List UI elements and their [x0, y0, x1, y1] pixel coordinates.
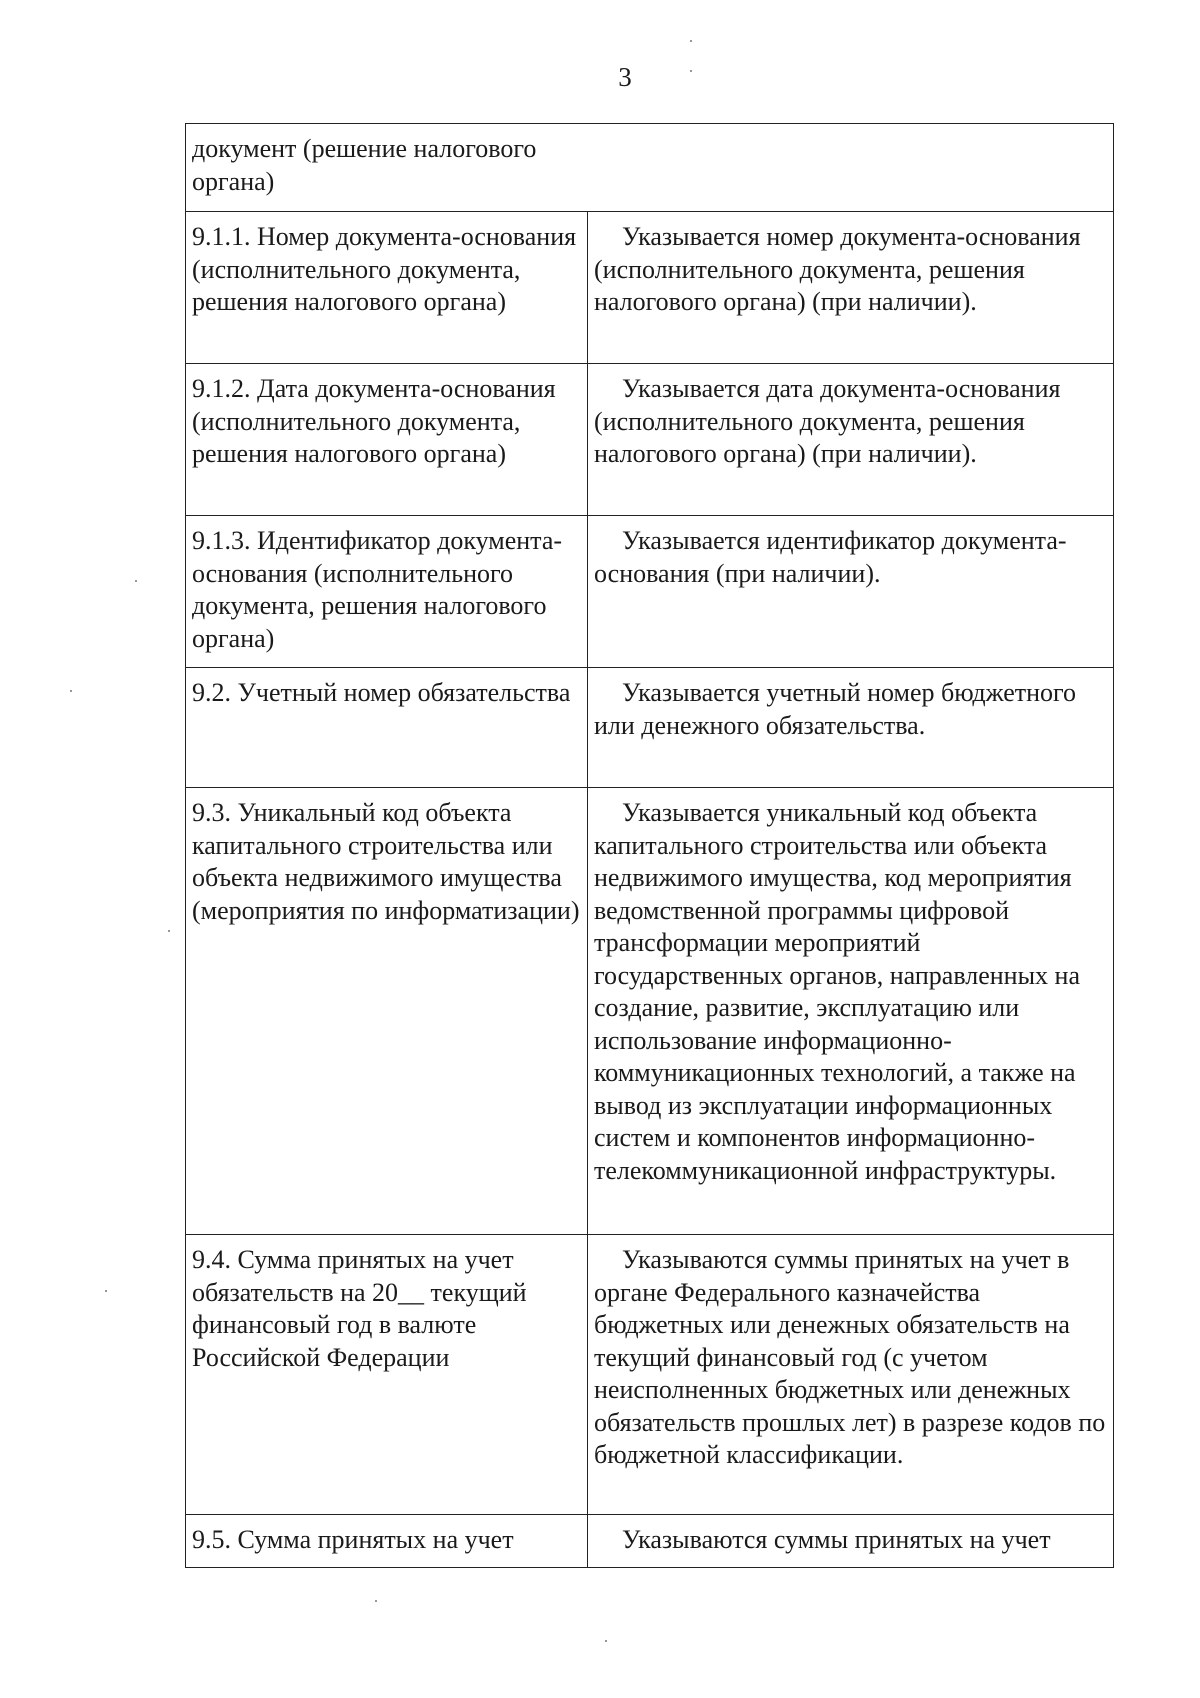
scan-speck: [135, 580, 137, 582]
field-name: документ (решение налогового органа): [192, 134, 537, 196]
field-description: Указывается учетный номер бюджетного или денежного обязательства.: [594, 678, 1077, 740]
field-description-cell: [588, 212, 1114, 364]
table-row: [186, 516, 1114, 668]
field-description: Указывается дата документа-основания (исполнительного документа, решения налогового органа) (при наличии).: [594, 374, 1061, 468]
field-name: 9.3. Уникальный код объекта капитального строительства или объекта недвижимого имущества (мероприятия по информатизации): [192, 798, 580, 925]
page-number: 3: [618, 62, 632, 92]
field-name: 9.5. Сумма принятых на учет: [192, 1525, 514, 1554]
scan-speck: [105, 1290, 107, 1292]
field-description-cell: [588, 516, 1114, 668]
field-name-cell: [186, 668, 588, 788]
requisites-table: [185, 123, 1114, 1568]
field-description-cell: [588, 1235, 1114, 1515]
field-name-cell: [186, 516, 588, 668]
field-name: 9.2. Учетный номер обязательства: [192, 678, 571, 707]
field-name: 9.4. Сумма принятых на учет обязательств на 20__ текущий финансовый год в валюте Российской Федерации: [192, 1245, 527, 1372]
field-description-cell: [588, 364, 1114, 516]
field-description: Указывается номер документа-основания (исполнительного документа, решения налогового органа) (при наличии).: [594, 222, 1081, 316]
field-description: Указываются суммы принятых на учет: [622, 1525, 1051, 1554]
field-name: 9.1.3. Идентификатор документа-основания (исполнительного документа, решения налогового органа): [192, 526, 563, 653]
scan-speck: [375, 1600, 377, 1602]
field-name: 9.1.2. Дата документа-основания (исполнительного документа, решения налогового органа): [192, 374, 556, 468]
scan-speck: [168, 930, 170, 932]
field-name: 9.1.1. Номер документа-основания (исполнительного документа, решения налогового органа): [192, 222, 577, 316]
field-name-cell: [186, 212, 588, 364]
table-row: [186, 1235, 1114, 1515]
table-row: [186, 364, 1114, 516]
field-name-cell: [186, 364, 588, 516]
field-description-cell: [588, 1515, 1114, 1568]
table-row: [186, 1515, 1114, 1568]
field-description: Указываются суммы принятых на учет в органе Федерального казначейства бюджетных или денежных обязательств на текущий финансовый год (с учетом неисполненных бюджетных или денежных обязательств прошлых лет) в разрезе кодов по бюджетной классификации.: [594, 1245, 1106, 1469]
field-name-cell: [186, 1235, 588, 1515]
field-name-cell: [186, 1515, 588, 1568]
scan-speck: [690, 40, 692, 42]
scan-speck: [690, 70, 692, 72]
field-description: Указывается идентификатор документа-основания (при наличии).: [594, 526, 1067, 588]
table-row: [186, 788, 1114, 1235]
table-row: [186, 212, 1114, 364]
table-row: [186, 124, 1114, 212]
scan-speck: [605, 1640, 607, 1642]
table-row: [186, 668, 1114, 788]
field-description: Указывается уникальный код объекта капитального строительства или объекта недвижимого имущества, код мероприятия ведомственной программы цифровой трансформации мероприятий государственных органов, направленных на создание, развитие, эксплуатацию или использование информационно-коммуникационных технологий, а также на вывод из эксплуатации информационных систем и компонентов информационно-телекоммуникационной инфраструктуры.: [594, 798, 1081, 1185]
field-name-cell: [186, 788, 588, 1235]
field-description-cell: [588, 668, 1114, 788]
scan-speck: [70, 690, 72, 692]
field-description-cell: [588, 788, 1114, 1235]
field-name-cell: [186, 124, 1114, 212]
